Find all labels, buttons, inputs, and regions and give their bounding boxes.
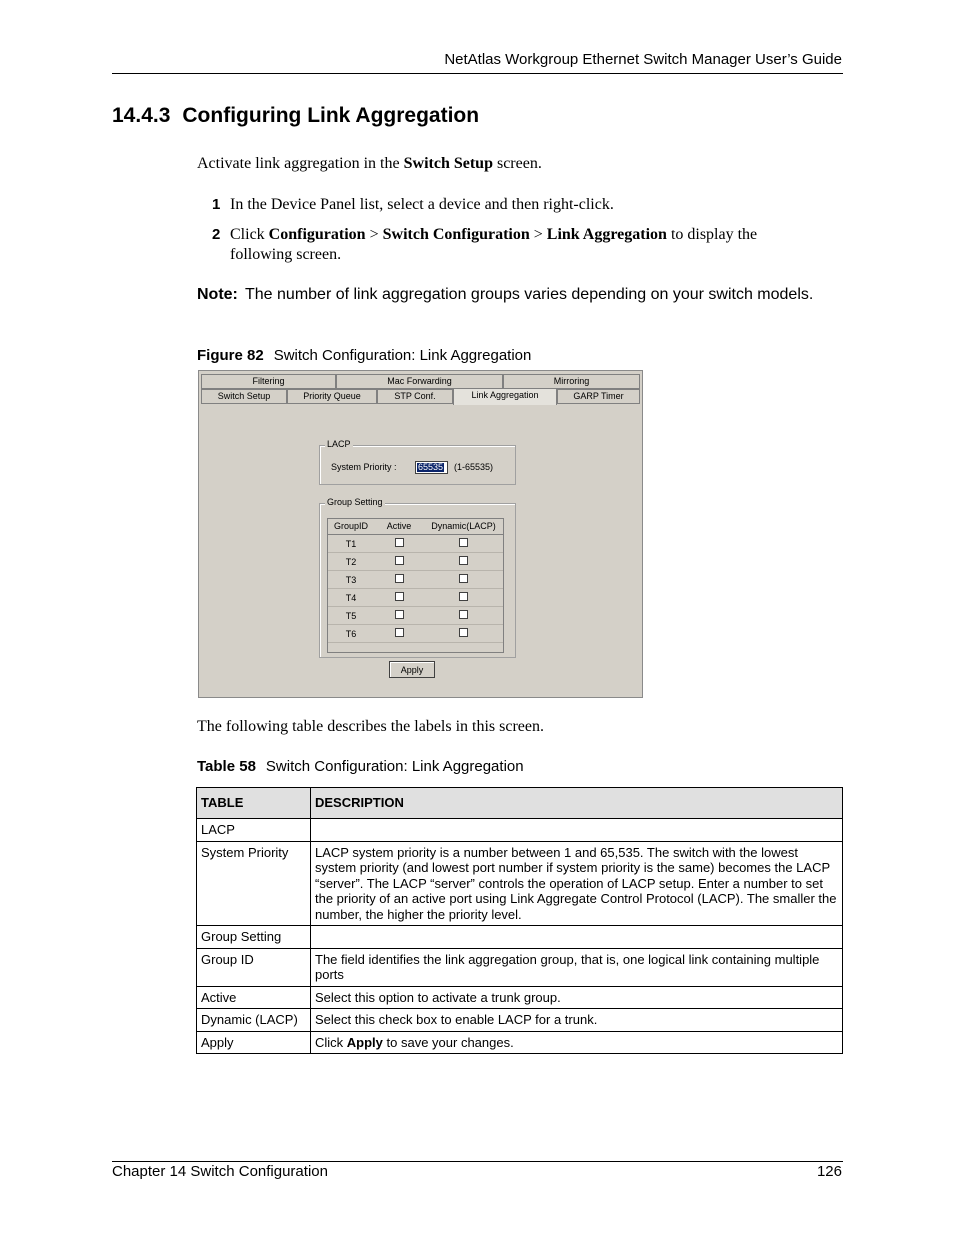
- table-row: [197, 819, 843, 842]
- section-number: 14.4.3: [112, 104, 171, 127]
- group-setting-legend: Group Setting: [327, 497, 383, 507]
- table-row: [197, 1031, 843, 1054]
- header-label: TABLE: [197, 788, 311, 819]
- group-id: T4: [345, 592, 357, 603]
- table-row: [197, 1009, 843, 1032]
- header-description: DESCRIPTION: [311, 788, 843, 819]
- col-groupid: GroupID: [333, 521, 368, 531]
- footer-rule: [112, 1161, 843, 1162]
- active-checkbox[interactable]: [395, 592, 404, 601]
- table-row: [197, 841, 843, 926]
- row-label: Dynamic (LACP): [197, 1009, 311, 1032]
- intro-bold: Switch Setup: [403, 155, 493, 172]
- tab-row-top: [201, 374, 640, 389]
- col-dynamic-lacp: Dynamic(LACP): [431, 521, 496, 531]
- active-checkbox[interactable]: [395, 556, 404, 565]
- apply-button[interactable]: Apply: [389, 661, 435, 678]
- dynamic-lacp-checkbox[interactable]: [459, 628, 468, 637]
- group-id: T6: [345, 628, 357, 639]
- row-label: Group ID: [197, 948, 311, 986]
- dynamic-lacp-checkbox[interactable]: [459, 592, 468, 601]
- table-intro: The following table describes the labels in this screen.: [197, 718, 545, 735]
- group-table: [327, 518, 504, 653]
- group-row: [328, 607, 503, 625]
- intro-text: Activate link aggregation in the: [197, 155, 404, 172]
- footer-chapter: Chapter 14 Switch Configuration: [112, 1163, 328, 1180]
- table-title: Switch Configuration: Link Aggregation: [265, 758, 524, 775]
- table-row: [197, 986, 843, 1009]
- page-number: 126: [816, 1163, 842, 1180]
- system-priority-range: (1-65535): [454, 462, 494, 472]
- dynamic-lacp-checkbox[interactable]: [459, 610, 468, 619]
- note-label: Note:: [197, 286, 238, 303]
- row-description: LACP system priority is a number between 1 and 65,535. The switch with the lowest system priority (and lowest port number if system priority is the same) becomes the LACP “server”. The LACP “server” controls the operation of LACP setup. Enter a number to set the priority of an active port using Link Aggregate Control Protocol (LACP). The smaller the number, the higher the priority level.: [311, 841, 843, 926]
- table-label: Table 58: [197, 758, 256, 775]
- table-row: [197, 948, 843, 986]
- group-table-header: [328, 519, 503, 535]
- table-row: [197, 926, 843, 949]
- intro-paragraph: [197, 155, 542, 173]
- step-2: [212, 225, 812, 265]
- group-row: [328, 553, 503, 571]
- group-id: T3: [345, 574, 357, 585]
- row-description: Select this option to activate a trunk group.: [311, 986, 843, 1009]
- tab-stp-conf[interactable]: STP Conf.: [377, 389, 453, 404]
- step-number: 1: [212, 196, 221, 213]
- row-label: System Priority: [197, 841, 311, 926]
- dynamic-lacp-checkbox[interactable]: [459, 556, 468, 565]
- active-checkbox[interactable]: [395, 538, 404, 547]
- table-header-row: [197, 788, 843, 819]
- system-priority-label: System Priority :: [331, 462, 397, 472]
- figure-label: Figure 82: [197, 347, 264, 364]
- group-row: [328, 589, 503, 607]
- step-text: In the Device Panel list, select a device and then right-click.: [230, 196, 614, 213]
- lacp-fieldset: [319, 439, 516, 485]
- row-label: Active: [197, 986, 311, 1009]
- row-description: Click Apply to save your changes.: [311, 1031, 843, 1054]
- group-row: [328, 535, 503, 553]
- tab-filtering[interactable]: Filtering: [201, 374, 336, 389]
- link-aggregation-screenshot: [198, 370, 643, 698]
- step-number: 2: [212, 226, 221, 243]
- section-title: Configuring Link Aggregation: [182, 104, 480, 127]
- table-caption: [197, 758, 524, 775]
- col-active: Active: [386, 521, 412, 531]
- row-label: Group Setting: [197, 926, 311, 949]
- active-checkbox[interactable]: [395, 574, 404, 583]
- tab-mac-forwarding[interactable]: Mac Forwarding: [336, 374, 503, 389]
- tab-row-bottom: [201, 389, 640, 404]
- system-priority-input[interactable]: [415, 461, 448, 474]
- intro-text-end: screen.: [492, 155, 542, 172]
- row-description: The field identifies the link aggregation group, that is, one logical link containing multiple ports: [311, 948, 843, 986]
- tab-priority-queue[interactable]: Priority Queue: [287, 389, 377, 404]
- step-text: Click Configuration > Switch Configuration > Link Aggregation to display the following screen.: [230, 226, 758, 263]
- dynamic-lacp-checkbox[interactable]: [459, 538, 468, 547]
- step-1: [212, 195, 812, 215]
- section-heading: [112, 104, 479, 128]
- note-text: The number of link aggregation groups varies depending on your switch models.: [245, 286, 814, 303]
- group-id: T1: [345, 538, 357, 549]
- tab-garp-timer[interactable]: GARP Timer: [557, 389, 640, 404]
- figure-caption: [197, 347, 531, 364]
- header-rule: [112, 73, 843, 74]
- row-label: LACP: [197, 819, 311, 842]
- group-row: [328, 625, 503, 643]
- note: [197, 285, 817, 305]
- tab-link-aggregation[interactable]: Link Aggregation: [453, 388, 557, 405]
- group-id: T2: [345, 556, 357, 567]
- tab-switch-setup[interactable]: Switch Setup: [201, 389, 287, 404]
- active-checkbox[interactable]: [395, 610, 404, 619]
- row-label: Apply: [197, 1031, 311, 1054]
- system-priority-value: 65535: [418, 462, 444, 472]
- group-row: [328, 571, 503, 589]
- description-table: [196, 787, 843, 1054]
- group-id: T5: [345, 610, 357, 621]
- row-description: [311, 819, 843, 842]
- running-header: NetAtlas Workgroup Ethernet Switch Manager User’s Guide: [444, 51, 842, 68]
- active-checkbox[interactable]: [395, 628, 404, 637]
- row-description: Select this check box to enable LACP for a trunk.: [311, 1009, 843, 1032]
- tab-mirroring[interactable]: Mirroring: [503, 374, 640, 389]
- row-description: [311, 926, 843, 949]
- figure-title: Switch Configuration: Link Aggregation: [273, 347, 532, 364]
- group-setting-fieldset: [319, 497, 516, 658]
- lacp-legend: LACP: [327, 439, 351, 449]
- dynamic-lacp-checkbox[interactable]: [459, 574, 468, 583]
